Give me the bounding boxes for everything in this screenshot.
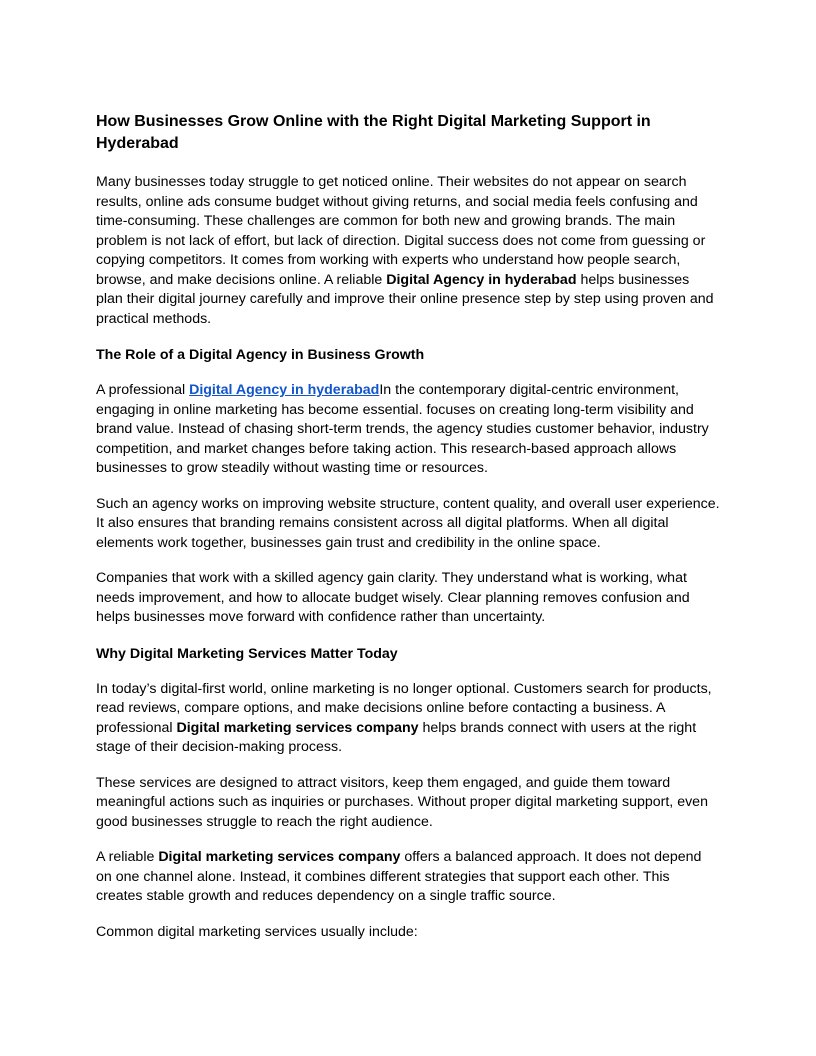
section2-p1-before: In today’s digital-first world, online marketing is no longer optional. Customers search for products, read reviews, compare options, and make decisions online before contacting a business. A professional — [96, 680, 712, 736]
intro-bold-keyword: Digital Agency in hyderabad — [386, 271, 577, 288]
document-page — [96, 111, 720, 958]
section1-heading: The Role of a Digital Agency in Business Growth — [96, 347, 425, 363]
section2-paragraph-2: These services are designed to attract visitors, keep them engaged, and guide them toward meaningful actions such as inquiries or purchases. Without proper digital marketing support, even good businesses struggle to reach the right audience. — [96, 774, 708, 830]
section2-p3-bold-keyword: Digital marketing services company — [158, 849, 401, 865]
section1-paragraph-1 — [96, 381, 720, 479]
section2-paragraph-4: Common digital marketing services usually include: — [96, 923, 418, 940]
digital-agency-link[interactable]: Digital Agency in hyderabad — [189, 382, 380, 398]
section2-p1-after: helps brands connect with users at the right stage of their decision-making process. — [96, 719, 697, 755]
intro-paragraph — [96, 173, 720, 329]
section2-p3-after: offers a balanced approach. It does not depend on one channel alone. Instead, it combines different strategies that support each other. This creates stable growth and reduces dependency on a single traffic source. — [96, 849, 702, 904]
section2-paragraph-3 — [96, 848, 720, 907]
section1-paragraph-3: Companies that work with a skilled agency gain clarity. They understand what is working, what needs improvement, and how to allocate budget wisely. Clear planning removes confusion and helps businesses move forward with confidence rather than uncertainty. — [96, 570, 690, 625]
section2-paragraph-1 — [96, 680, 720, 758]
intro-text-after: helps businesses plan their digital journey carefully and improve their online presence step by step using proven and practical methods. — [96, 271, 714, 327]
section2-p3-before: A reliable — [96, 849, 159, 865]
section1-p1-before: A professional — [96, 382, 190, 398]
intro-text-before: Many businesses today struggle to get noticed online. Their websites do not appear on search results, online ads consume budget without giving returns, and social media feels confusing and time-consuming. These challenges are common for both new and growing brands. The main problem is not lack of effort, but lack of direction. Digital success does not come from guessing or copying competitors. It comes from working with experts who understand how people search, browse, and make decisions online. A reliable — [96, 174, 706, 288]
section1-p1-after: In the contemporary digital-centric environment, engaging in online marketing has become essential. focuses on creating long-term visibility and brand value. Instead of chasing short-term trends, the agency studies customer behavior, industry competition, and market changes before taking action. This research-based approach allows businesses to grow steadily without wasting time or resources. — [96, 382, 709, 476]
document-title: How Businesses Grow Online with the Right Digital Marketing Support in Hyderabad — [96, 113, 651, 152]
section2-p1-bold-keyword: Digital marketing services company — [176, 719, 419, 736]
section2-heading: Why Digital Marketing Services Matter Today — [96, 645, 398, 662]
section1-paragraph-2: Such an agency works on improving website structure, content quality, and overall user experience. It also ensures that branding remains consistent across all digital platforms. When all digital elements work together, businesses gain trust and credibility in the online space. — [96, 495, 720, 551]
